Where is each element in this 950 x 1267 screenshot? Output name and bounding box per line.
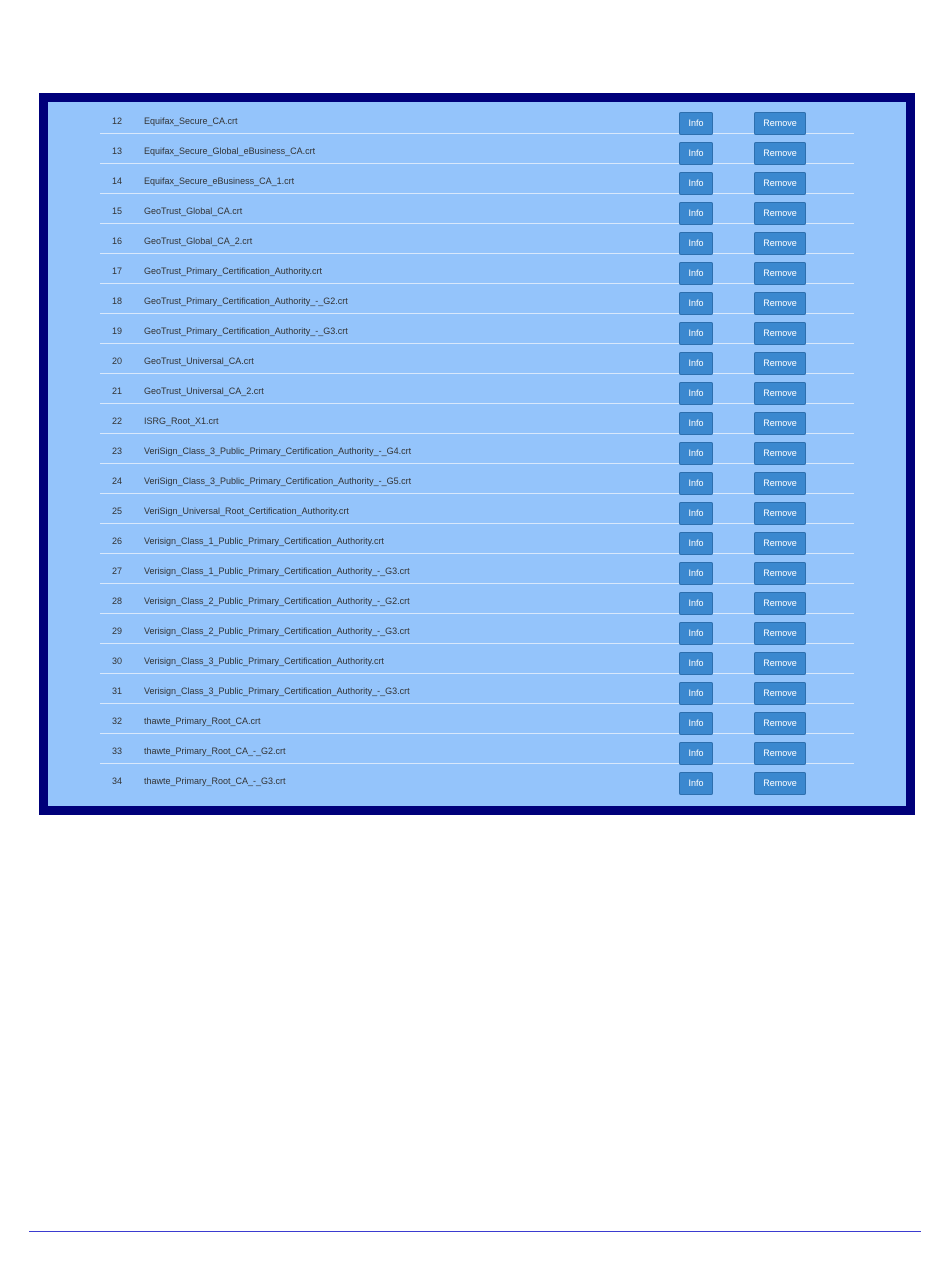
remove-button[interactable]: Remove xyxy=(754,322,806,345)
table-row xyxy=(100,254,854,284)
info-button[interactable]: Info xyxy=(679,652,713,675)
info-button[interactable]: Info xyxy=(679,622,713,645)
remove-button[interactable]: Remove xyxy=(754,262,806,285)
certificate-index: 28 xyxy=(112,596,123,606)
certificate-filename: VeriSign_Universal_Root_Certification_Authority.crt xyxy=(144,506,349,516)
table-row xyxy=(100,494,854,524)
remove-button[interactable]: Remove xyxy=(754,472,806,495)
table-row xyxy=(100,314,854,344)
certificate-filename: GeoTrust_Global_CA_2.crt xyxy=(144,236,253,246)
info-button[interactable]: Info xyxy=(679,592,713,615)
certificate-filename: thawte_Primary_Root_CA.crt xyxy=(144,716,261,726)
table-row xyxy=(100,284,854,314)
certificate-index: 12 xyxy=(112,116,123,126)
info-button[interactable]: Info xyxy=(679,352,713,375)
certificate-index: 34 xyxy=(112,776,123,786)
table-row xyxy=(100,614,854,644)
table-row xyxy=(100,344,854,374)
table-row xyxy=(100,224,854,254)
remove-button[interactable]: Remove xyxy=(754,502,806,525)
table-row xyxy=(100,704,854,734)
certificate-filename: Verisign_Class_3_Public_Primary_Certification_Authority_-_G3.crt xyxy=(144,686,410,696)
table-row xyxy=(100,584,854,614)
certificate-index: 26 xyxy=(112,536,123,546)
table-row xyxy=(100,464,854,494)
certificate-filename: ISRG_Root_X1.crt xyxy=(144,416,219,426)
certificate-filename: GeoTrust_Primary_Certification_Authority_-_G2.crt xyxy=(144,296,348,306)
certificate-index: 19 xyxy=(112,326,123,336)
remove-button[interactable]: Remove xyxy=(754,652,806,675)
info-button[interactable]: Info xyxy=(679,772,713,795)
info-button[interactable]: Info xyxy=(679,412,713,435)
certificate-index: 25 xyxy=(112,506,123,516)
certificate-filename: Verisign_Class_2_Public_Primary_Certification_Authority_-_G3.crt xyxy=(144,626,410,636)
remove-button[interactable]: Remove xyxy=(754,142,806,165)
certificate-filename: GeoTrust_Universal_CA_2.crt xyxy=(144,386,264,396)
info-button[interactable]: Info xyxy=(679,472,713,495)
table-row xyxy=(100,164,854,194)
remove-button[interactable]: Remove xyxy=(754,682,806,705)
remove-button[interactable]: Remove xyxy=(754,202,806,225)
table-row xyxy=(100,134,854,164)
certificate-filename: Equifax_Secure_eBusiness_CA_1.crt xyxy=(144,176,295,186)
certificate-index: 29 xyxy=(112,626,123,636)
table-row xyxy=(100,554,854,584)
remove-button[interactable]: Remove xyxy=(754,592,806,615)
table-row xyxy=(100,764,854,793)
certificate-filename: Verisign_Class_1_Public_Primary_Certification_Authority_-_G3.crt xyxy=(144,566,410,576)
table-row xyxy=(100,374,854,404)
info-button[interactable]: Info xyxy=(679,502,713,525)
remove-button[interactable]: Remove xyxy=(754,442,806,465)
certificate-index: 23 xyxy=(112,446,123,456)
info-button[interactable]: Info xyxy=(679,442,713,465)
info-button[interactable]: Info xyxy=(679,142,713,165)
remove-button[interactable]: Remove xyxy=(754,532,806,555)
certificate-index: 13 xyxy=(112,146,123,156)
table-row xyxy=(100,434,854,464)
certificate-index: 17 xyxy=(112,266,123,276)
remove-button[interactable]: Remove xyxy=(754,352,806,375)
table-row xyxy=(100,194,854,224)
remove-button[interactable]: Remove xyxy=(754,622,806,645)
remove-button[interactable]: Remove xyxy=(754,562,806,585)
table-row xyxy=(100,734,854,764)
info-button[interactable]: Info xyxy=(679,202,713,225)
certificate-index: 22 xyxy=(112,416,123,426)
table-row xyxy=(100,674,854,704)
remove-button[interactable]: Remove xyxy=(754,772,806,795)
certificate-index: 18 xyxy=(112,296,123,306)
certificate-filename: GeoTrust_Primary_Certification_Authority.crt xyxy=(144,266,323,276)
certificate-filename: Verisign_Class_3_Public_Primary_Certification_Authority.crt xyxy=(144,656,384,666)
certificate-filename: Verisign_Class_1_Public_Primary_Certification_Authority.crt xyxy=(144,536,384,546)
certificate-filename: GeoTrust_Universal_CA.crt xyxy=(144,356,254,366)
info-button[interactable]: Info xyxy=(679,712,713,735)
remove-button[interactable]: Remove xyxy=(754,232,806,255)
info-button[interactable]: Info xyxy=(679,532,713,555)
certificate-index: 24 xyxy=(112,476,123,486)
certificate-index: 31 xyxy=(112,686,123,696)
remove-button[interactable]: Remove xyxy=(754,412,806,435)
certificate-panel xyxy=(39,93,915,815)
table-row xyxy=(100,644,854,674)
info-button[interactable]: Info xyxy=(679,112,713,135)
info-button[interactable]: Info xyxy=(679,232,713,255)
certificate-filename: GeoTrust_Primary_Certification_Authority_-_G3.crt xyxy=(144,326,348,336)
certificate-table xyxy=(100,104,854,793)
certificate-index: 21 xyxy=(112,386,123,396)
certificate-index: 16 xyxy=(112,236,123,246)
info-button[interactable]: Info xyxy=(679,382,713,405)
info-button[interactable]: Info xyxy=(679,742,713,765)
table-row xyxy=(100,524,854,554)
info-button[interactable]: Info xyxy=(679,562,713,585)
info-button[interactable]: Info xyxy=(679,172,713,195)
certificate-filename: VeriSign_Class_3_Public_Primary_Certification_Authority_-_G4.crt xyxy=(144,446,412,456)
certificate-filename: Equifax_Secure_Global_eBusiness_CA.crt xyxy=(144,146,316,156)
table-row xyxy=(100,104,854,134)
certificate-index: 33 xyxy=(112,746,123,756)
certificate-filename: Equifax_Secure_CA.crt xyxy=(144,116,238,126)
certificate-index: 30 xyxy=(112,656,123,666)
info-button[interactable]: Info xyxy=(679,682,713,705)
certificate-filename: thawte_Primary_Root_CA_-_G2.crt xyxy=(144,746,286,756)
remove-button[interactable]: Remove xyxy=(754,382,806,405)
remove-button[interactable]: Remove xyxy=(754,712,806,735)
certificate-filename: VeriSign_Class_3_Public_Primary_Certification_Authority_-_G5.crt xyxy=(144,476,412,486)
footer-divider xyxy=(29,1231,921,1232)
certificate-index: 20 xyxy=(112,356,123,366)
remove-button[interactable]: Remove xyxy=(754,112,806,135)
remove-button[interactable]: Remove xyxy=(754,742,806,765)
certificate-filename: Verisign_Class_2_Public_Primary_Certification_Authority_-_G2.crt xyxy=(144,596,410,606)
certificate-filename: GeoTrust_Global_CA.crt xyxy=(144,206,243,216)
certificate-index: 32 xyxy=(112,716,123,726)
remove-button[interactable]: Remove xyxy=(754,172,806,195)
info-button[interactable]: Info xyxy=(679,262,713,285)
certificate-index: 15 xyxy=(112,206,123,216)
info-button[interactable]: Info xyxy=(679,322,713,345)
certificate-filename: thawte_Primary_Root_CA_-_G3.crt xyxy=(144,776,286,786)
table-row xyxy=(100,404,854,434)
certificate-index: 14 xyxy=(112,176,123,186)
remove-button[interactable]: Remove xyxy=(754,292,806,315)
info-button[interactable]: Info xyxy=(679,292,713,315)
certificate-index: 27 xyxy=(112,566,123,576)
